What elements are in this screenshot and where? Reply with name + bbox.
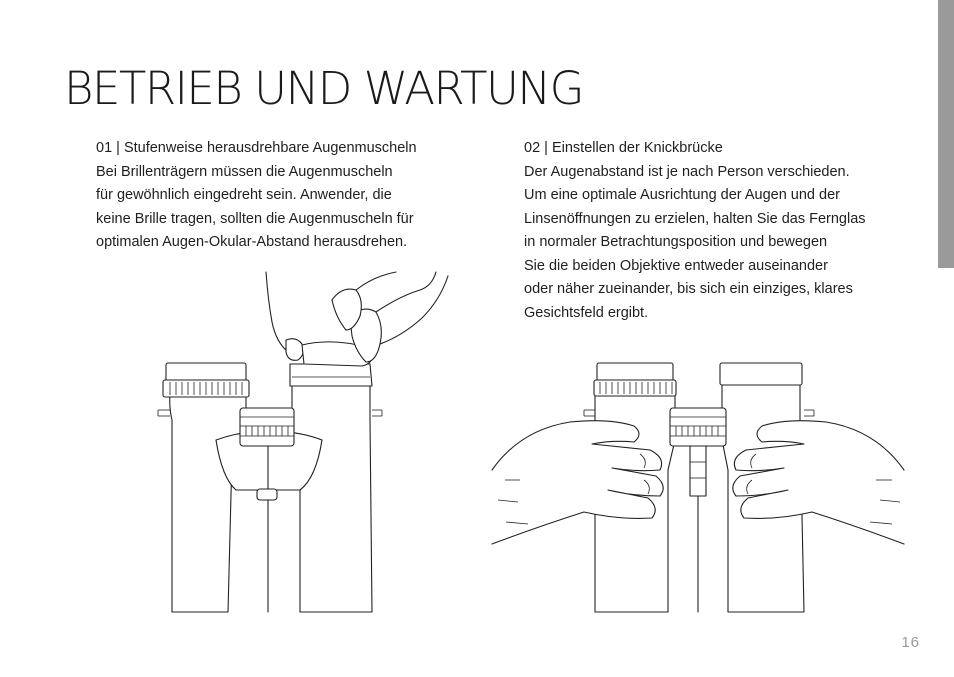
section-hinge-heading: 02 | Einstellen der Knickbrücke (524, 140, 723, 156)
section-eyecups-heading: 01 | Stufenweise herausdrehbare Augenmuscheln (96, 140, 417, 156)
section-hinge-line: Gesichtsfeld ergibt. (524, 304, 649, 321)
section-hinge-line: Sie die beiden Objektive entweder auseinander (524, 257, 828, 274)
section-eyecups-line: Bei Brillenträgern müssen die Augenmuscheln (96, 163, 393, 180)
page-number: 16 (901, 634, 920, 651)
binoculars-eyecup-illustration (158, 272, 448, 612)
section-hinge-line: oder näher zueinander, bis sich ein einziges, klares (524, 281, 853, 297)
section-hinge-line: Um eine optimale Ausrichtung der Augen und der (524, 187, 840, 203)
section-hinge-line: in normaler Betrachtungsposition und bewegen (524, 234, 828, 250)
section-hinge-line: Der Augenabstand ist je nach Person verschieden. (524, 163, 850, 180)
binoculars-hinge-illustration (492, 363, 904, 612)
section-hinge-line: Linsenöffnungen zu erzielen, halten Sie das Fernglas (524, 210, 866, 227)
page-title: BETRIEB UND WARTUNG (64, 62, 583, 115)
section-eyecups-line: für gewöhnlich eingedreht sein. Anwender, die (96, 187, 392, 203)
section-eyecups-line: optimalen Augen-Okular-Abstand herausdrehen. (96, 234, 408, 250)
section-eyecups-line: keine Brille tragen, sollten die Augenmuscheln für (96, 210, 414, 227)
